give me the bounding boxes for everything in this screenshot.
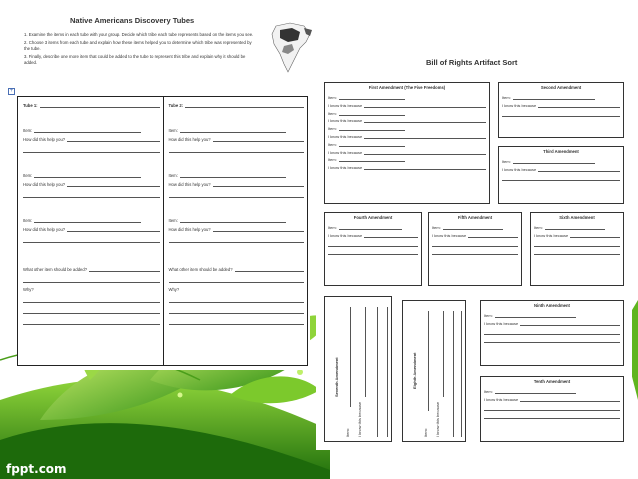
answer-line[interactable] — [534, 240, 620, 247]
item-line[interactable] — [513, 160, 596, 164]
because-line[interactable] — [364, 119, 486, 123]
item-line[interactable] — [180, 173, 286, 178]
answer-line[interactable] — [169, 316, 305, 325]
answer-line[interactable] — [23, 234, 160, 243]
item-line[interactable] — [350, 307, 351, 407]
answer-line[interactable] — [484, 336, 620, 343]
answer-line[interactable] — [169, 294, 305, 303]
because-line[interactable] — [364, 135, 486, 139]
tubes-table — [17, 96, 308, 366]
item-label: Item: — [328, 95, 337, 100]
because-label: I know this because — [534, 232, 569, 238]
first-amendment-box — [324, 82, 490, 204]
item-line[interactable] — [428, 311, 429, 411]
item-label: Item: — [484, 389, 493, 394]
answer-line[interactable] — [502, 174, 620, 181]
because-label: I know this because — [432, 232, 467, 238]
item-label: Item: — [328, 141, 337, 147]
instruction-step: 1. Examine the items in each tube with your group. Decide which tribe each tube represents based on the items you see. — [24, 32, 254, 37]
bill-of-rights-worksheet — [316, 52, 632, 450]
answer-line[interactable] — [23, 316, 160, 325]
answer-line[interactable] — [169, 234, 305, 243]
item-label: Item: — [502, 159, 511, 164]
answer-line[interactable] — [484, 412, 620, 419]
table-move-icon[interactable]: + — [9, 88, 14, 94]
because-line[interactable] — [538, 104, 620, 108]
because-line[interactable] — [364, 234, 418, 238]
help-label: How did this help you? — [168, 227, 211, 232]
help-label: How did this help you? — [168, 137, 211, 142]
item-line[interactable] — [495, 390, 577, 394]
amendment-title: Third Amendment — [543, 149, 579, 154]
item-label: Item: — [534, 225, 543, 230]
tenth-amendment-box — [480, 376, 624, 442]
item-label: Item: — [168, 128, 178, 133]
answer-line[interactable] — [169, 305, 305, 314]
amendment-title: Eighth Amendment — [412, 352, 417, 389]
item-label: Item: — [432, 225, 441, 230]
answer-line[interactable] — [432, 240, 518, 247]
help-line[interactable] — [67, 182, 159, 187]
item-label: Item: — [328, 126, 337, 132]
why-label: Why? — [23, 287, 34, 292]
fifth-amendment-box — [428, 212, 522, 286]
tube-name-line[interactable] — [40, 103, 160, 108]
answer-line[interactable] — [453, 311, 454, 437]
answer-line[interactable] — [169, 144, 305, 153]
because-label: I know this because — [435, 401, 440, 437]
why-label: Why? — [168, 287, 180, 292]
amendment-title: Seventh Amendment — [334, 357, 339, 397]
because-line[interactable] — [443, 311, 444, 397]
tube-column — [18, 97, 163, 365]
second-amendment-box — [498, 82, 624, 138]
item-line[interactable] — [339, 226, 402, 230]
answer-line[interactable] — [432, 248, 518, 255]
item-line[interactable] — [180, 128, 286, 133]
amendment-title: Sixth Amendment — [559, 215, 595, 220]
because-line[interactable] — [468, 234, 518, 238]
because-label: I know this because — [484, 320, 519, 326]
eighth-amendment-box — [402, 300, 466, 442]
item-line[interactable] — [443, 226, 503, 230]
instructions-list — [24, 32, 256, 68]
answer-line[interactable] — [328, 248, 418, 255]
other-item-line[interactable] — [235, 267, 304, 272]
because-label: I know this because — [328, 118, 363, 124]
item-line[interactable] — [339, 112, 405, 116]
tube-header: Tube 1: — [23, 103, 38, 108]
answer-line[interactable] — [502, 110, 620, 117]
item-line[interactable] — [339, 158, 405, 162]
because-label: I know this because — [357, 401, 362, 437]
because-line[interactable] — [365, 307, 366, 397]
because-line[interactable] — [364, 104, 486, 108]
other-item-label: What other item should be added? — [168, 267, 233, 272]
item-label: Item: — [484, 313, 493, 318]
help-line[interactable] — [213, 137, 304, 142]
answer-line[interactable] — [23, 274, 160, 283]
because-line[interactable] — [538, 168, 620, 172]
ninth-amendment-box — [480, 300, 624, 366]
answer-line[interactable] — [23, 144, 160, 153]
answer-line[interactable] — [484, 328, 620, 335]
answer-line[interactable] — [484, 404, 620, 411]
instruction-step: 3. Finally, describe one more item that could be added to the tube to represent this tribe and explain why it should be added. — [24, 53, 246, 65]
because-label: I know this because — [328, 232, 363, 238]
because-label: I know this because — [484, 396, 519, 402]
item-line[interactable] — [495, 314, 577, 318]
tube-column — [163, 97, 308, 365]
tube-header: Tube 2: — [168, 103, 184, 108]
amendment-title: Fourth Amendment — [353, 215, 393, 220]
item-label: Item: — [345, 428, 350, 437]
help-line[interactable] — [67, 137, 159, 142]
help-line[interactable] — [213, 227, 304, 232]
answer-line[interactable] — [23, 294, 160, 303]
help-label: How did this help you? — [168, 182, 211, 187]
seventh-amendment-box — [324, 296, 392, 442]
other-item-line[interactable] — [89, 267, 159, 272]
because-line[interactable] — [520, 398, 620, 402]
because-label: I know this because — [328, 165, 363, 171]
help-label: How did this help you? — [23, 137, 66, 142]
because-line[interactable] — [570, 234, 620, 238]
instruction-step: 2. Choose 3 items from each tube and explain how these items helped you to determine which tribe was represented by the tube. — [24, 39, 252, 51]
amendment-title: Fifth Amendment — [457, 215, 493, 220]
because-line[interactable] — [520, 322, 620, 326]
item-label: Item: — [23, 173, 33, 178]
sixth-amendment-box — [530, 212, 624, 286]
fourth-amendment-box — [324, 212, 422, 286]
because-label: I know this because — [328, 149, 363, 155]
item-line[interactable] — [34, 128, 140, 133]
answer-line[interactable] — [23, 305, 160, 314]
answer-line[interactable] — [169, 189, 305, 198]
help-line[interactable] — [213, 182, 304, 187]
because-label: I know this because — [502, 102, 537, 108]
because-line[interactable] — [364, 166, 486, 170]
item-label: Item: — [423, 428, 428, 437]
answer-line[interactable] — [328, 240, 418, 247]
item-line[interactable] — [513, 96, 596, 100]
answer-line[interactable] — [387, 307, 388, 437]
item-label: Item: — [23, 128, 33, 133]
item-label: Item: — [168, 218, 178, 223]
item-line[interactable] — [545, 226, 605, 230]
item-line[interactable] — [180, 218, 286, 223]
because-line[interactable] — [364, 151, 486, 155]
north-america-map — [270, 20, 318, 78]
item-label: Item: — [328, 157, 337, 163]
because-label: I know this because — [328, 133, 363, 139]
item-line[interactable] — [339, 143, 405, 147]
brand-footer: fppt.com — [6, 462, 67, 476]
help-label: How did this help you? — [23, 182, 66, 187]
third-amendment-box — [498, 146, 624, 204]
item-label: Item: — [328, 225, 337, 230]
item-line[interactable] — [339, 127, 405, 131]
item-label: Item: — [23, 218, 33, 223]
item-line[interactable] — [34, 218, 140, 223]
item-label: Item: — [328, 110, 337, 116]
answer-line[interactable] — [23, 189, 160, 198]
answer-line[interactable] — [377, 307, 378, 437]
worksheet-title: Native Americans Discovery Tubes — [70, 16, 195, 25]
help-label: How did this help you? — [23, 227, 66, 232]
amendment-title: Ninth Amendment — [534, 303, 570, 308]
tube-name-line[interactable] — [185, 103, 304, 108]
other-item-label: What other item should be added? — [23, 267, 88, 272]
item-line[interactable] — [34, 173, 140, 178]
item-label: Item: — [502, 95, 511, 100]
amendment-title: Second Amendment — [540, 85, 582, 90]
because-label: I know this because — [502, 166, 537, 172]
amendment-title: Tenth Amendment — [533, 379, 571, 384]
answer-line[interactable] — [461, 311, 462, 437]
item-line[interactable] — [339, 96, 405, 100]
worksheet-title: Bill of Rights Artifact Sort — [426, 58, 518, 67]
because-label: I know this because — [328, 102, 363, 108]
amendment-title: First Amendment (The Five Freedoms) — [368, 85, 446, 90]
answer-line[interactable] — [169, 274, 305, 283]
answer-line[interactable] — [534, 248, 620, 255]
item-label: Item: — [168, 173, 178, 178]
help-line[interactable] — [67, 227, 159, 232]
